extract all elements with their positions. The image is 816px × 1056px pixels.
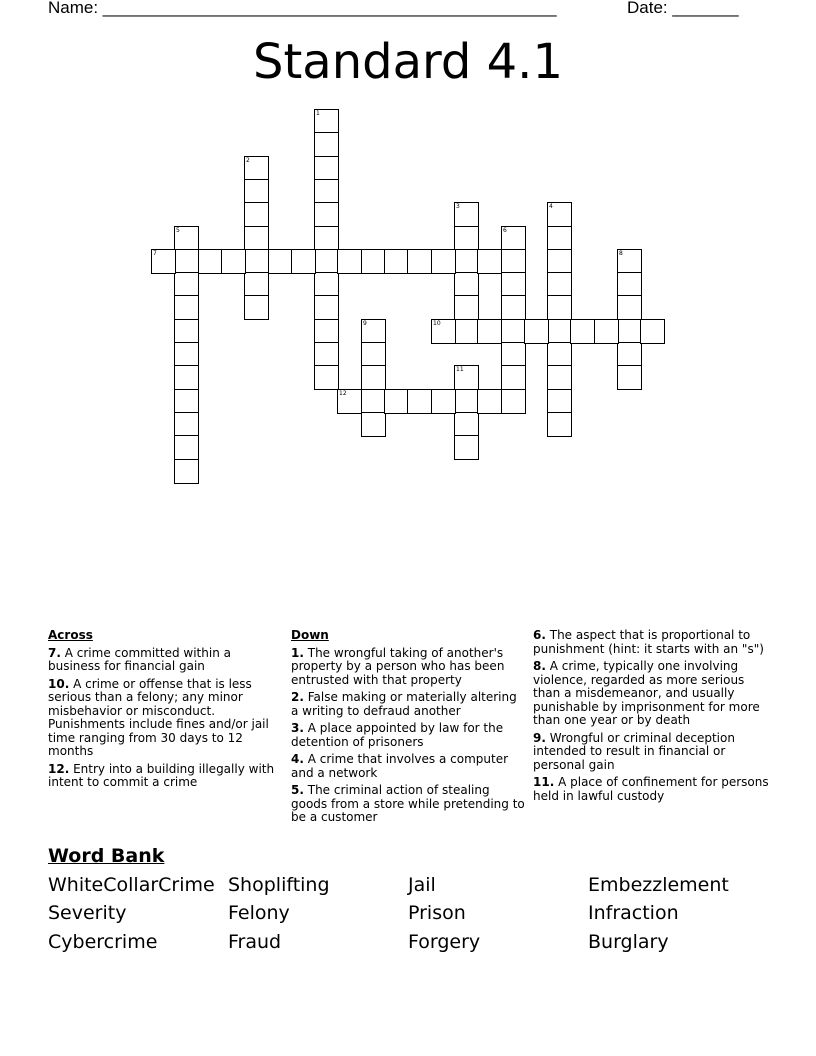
across-clues [48,629,284,794]
crossword-cell[interactable] [454,389,479,414]
crossword-cell[interactable] [454,319,479,344]
crossword-cell[interactable] [477,249,502,274]
crossword-cell[interactable] [384,389,409,414]
crossword-cell[interactable] [337,249,362,274]
crossword-cell[interactable] [617,319,642,344]
word-bank-word: Severity [48,902,127,924]
clue-number: 7 [153,250,157,257]
crossword-cell[interactable] [617,295,642,320]
down-clues-continued [533,629,769,807]
crossword-cell[interactable] [314,319,339,344]
crossword-cell[interactable] [407,249,432,274]
crossword-cell[interactable] [291,249,316,274]
crossword-cell[interactable] [337,389,362,414]
crossword-cell[interactable] [547,249,572,274]
crossword-cell[interactable] [361,319,386,344]
crossword-cell[interactable] [151,249,176,274]
clue-item: 11. A place of confinement for persons held in lawful custody [533,775,769,803]
crossword-cell[interactable] [547,342,572,367]
crossword-cell[interactable] [477,389,502,414]
crossword-cell[interactable] [244,249,269,274]
clue-number: 2 [246,157,250,164]
word-bank-title: Word Bank [48,845,165,867]
crossword-cell[interactable] [617,272,642,297]
crossword-cell[interactable] [244,179,269,204]
crossword-cell[interactable] [174,365,199,390]
word-bank-word: Felony [228,902,290,924]
down-clues [291,629,527,829]
crossword-cell[interactable] [244,156,269,181]
word-bank-word: Prison [408,902,466,924]
crossword-cell[interactable] [431,249,456,274]
crossword-cell[interactable] [501,295,526,320]
crossword-cell[interactable] [314,272,339,297]
crossword-cell[interactable] [174,319,199,344]
crossword-cell[interactable] [314,249,339,274]
across-heading: Across [48,628,93,642]
crossword-cell[interactable] [501,249,526,274]
crossword-cell[interactable] [501,226,526,251]
crossword-cell[interactable] [501,319,526,344]
crossword-cell[interactable] [454,249,479,274]
word-bank-word: Forgery [408,931,481,953]
clue-item: 8. A crime, typically one involving violence, regarded as more serious than a misdemeanor, and usually punishable by imprisonment for more than one year or by death [533,659,760,727]
crossword-cell[interactable] [198,249,223,274]
name-field-label: Name: ________________________________________________ [48,0,557,17]
crossword-cell[interactable] [477,319,502,344]
crossword-cell[interactable] [361,365,386,390]
word-bank-word: Fraud [228,931,282,953]
clue-item: 4. A crime that involves a computer and a network [291,752,509,780]
crossword-cell[interactable] [431,319,456,344]
crossword-cell[interactable] [314,179,339,204]
crossword-cell[interactable] [407,389,432,414]
crossword-cell[interactable] [314,109,339,134]
crossword-cell[interactable] [244,272,269,297]
crossword-cell[interactable] [221,249,246,274]
crossword-cell[interactable] [384,249,409,274]
crossword-cell[interactable] [174,295,199,320]
crossword-cell[interactable] [617,342,642,367]
crossword-cell[interactable] [617,365,642,390]
clue-number: 11 [456,366,464,373]
crossword-cell[interactable] [640,319,665,344]
crossword-cell[interactable] [501,272,526,297]
crossword-cell[interactable] [361,342,386,367]
crossword-cell[interactable] [174,226,199,251]
clue-item: 7. A crime committed within a business for financial gain [48,645,231,673]
word-bank-word: Shoplifting [228,874,330,896]
crossword-cell[interactable] [314,156,339,181]
word-bank-word: WhiteCollarCrime [48,874,215,896]
clue-number: 6 [503,227,507,234]
clue-item: 9. Wrongful or criminal deception intended to result in financial or personal gain [533,730,735,772]
crossword-cell[interactable] [174,342,199,367]
crossword-cell[interactable] [547,365,572,390]
crossword-cell[interactable] [454,365,479,390]
crossword-cell[interactable] [314,342,339,367]
clue-item: 10. A crime or offense that is less serious than a felony; any minor misbehavior or misconduct. Punishments include fines and/or jail time ranging from 30 days to 12 months [48,676,269,758]
crossword-cell[interactable] [524,319,549,344]
clue-item: 6. The aspect that is proportional to punishment (hint: it starts with an "s") [533,628,764,656]
crossword-cell[interactable] [361,249,386,274]
crossword-cell[interactable] [547,226,572,251]
clue-item: 12. Entry into a building illegally with intent to commit a crime [48,761,275,789]
crossword-cell[interactable] [454,412,479,437]
date-field-label: Date: _______ [627,0,739,17]
clue-item: 2. False making or materially altering a writing to defraud another [291,690,517,718]
crossword-cell[interactable] [547,202,572,227]
clue-number: 4 [549,203,553,210]
crossword-cell[interactable] [547,319,572,344]
crossword-cell[interactable] [314,365,339,390]
word-bank-word: Infraction [588,902,679,924]
clue-number: 5 [176,227,180,234]
word-bank-word: Embezzlement [588,874,729,896]
crossword-cell[interactable] [174,272,199,297]
crossword-cell[interactable] [454,272,479,297]
crossword-cell[interactable] [454,295,479,320]
crossword-cell[interactable] [547,272,572,297]
word-bank-word: Cybercrime [48,931,158,953]
word-bank-word: Burglary [588,931,669,953]
crossword-cell[interactable] [547,295,572,320]
crossword-cell[interactable] [454,226,479,251]
crossword-cell[interactable] [617,249,642,274]
crossword-cell[interactable] [244,202,269,227]
crossword-cell[interactable] [501,365,526,390]
crossword-cell[interactable] [314,295,339,320]
crossword-cell[interactable] [314,132,339,157]
crossword-cell[interactable] [501,389,526,414]
crossword-cell[interactable] [454,435,479,460]
clue-number: 3 [456,203,460,210]
clue-number: 12 [339,390,347,397]
crossword-cell[interactable] [174,459,199,484]
crossword-cell[interactable] [501,342,526,367]
clue-item: 1. The wrongful taking of another's property by a person who has been entrusted with that property [291,645,505,687]
crossword-cell[interactable] [314,202,339,227]
crossword-cell[interactable] [547,412,572,437]
clue-number: 10 [433,320,441,327]
clue-item: 5. The criminal action of stealing goods from a store while pretending to be a customer [291,783,525,824]
page-title: Standard 4.1 [253,34,563,90]
crossword-cell[interactable] [454,202,479,227]
word-bank-word: Jail [408,874,436,896]
crossword-cell[interactable] [174,435,199,460]
clue-number: 8 [619,250,623,257]
crossword-cell[interactable] [244,226,269,251]
crossword-cell[interactable] [314,226,339,251]
crossword-cell[interactable] [547,389,572,414]
crossword-cell[interactable] [361,389,386,414]
down-heading: Down [291,628,329,642]
clue-number: 9 [363,320,367,327]
crossword-cell[interactable] [594,319,619,344]
clue-item: 3. A place appointed by law for the detention of prisoners [291,721,504,749]
crossword-cell[interactable] [174,412,199,437]
clue-number: 1 [316,110,320,117]
crossword-cell[interactable] [244,295,269,320]
crossword-cell[interactable] [570,319,595,344]
crossword-cell[interactable] [361,412,386,437]
crossword-cell[interactable] [174,389,199,414]
crossword-cell[interactable] [268,249,293,274]
crossword-cell[interactable] [174,249,199,274]
crossword-cell[interactable] [431,389,456,414]
